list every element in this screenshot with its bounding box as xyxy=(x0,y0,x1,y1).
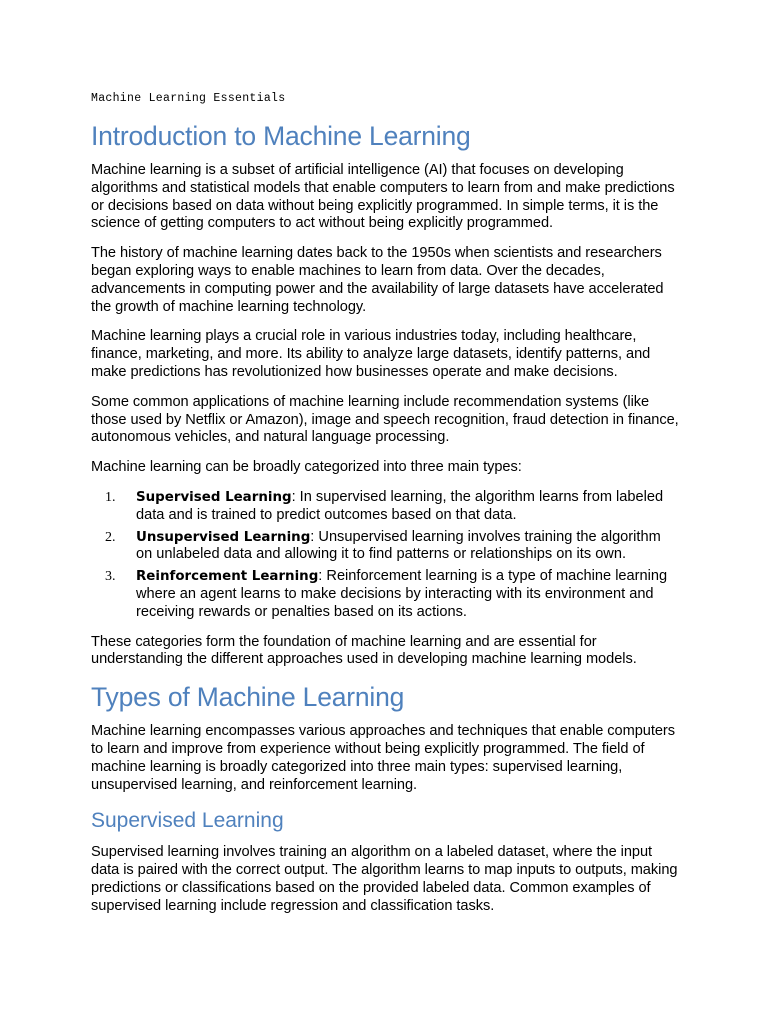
running-header: Machine Learning Essentials xyxy=(91,92,286,105)
list-text: : Reinforcement learning is a type of machine learning where an agent learns to make decisions by interacting with its environment and receiving rewards or penalties based on its actions. xyxy=(136,568,668,620)
paragraph: Supervised learning involves training an algorithm on a labeled dataset, where the input data is paired with the correct output. The algorithm learns to map inputs to outputs, making predictions or classifications based on the provided labeled data. Common examples of supervised learning include regression and classification tasks. xyxy=(91,844,678,914)
list-term: Reinforcement Learning xyxy=(136,569,319,585)
list-number: 3. xyxy=(105,569,116,585)
section-heading-supervised: Supervised Learning xyxy=(91,809,284,833)
list-number: 2. xyxy=(105,529,116,545)
list-number: 1. xyxy=(105,489,116,505)
list-text: : Unsupervised learning involves training the algorithm on unlabeled data and allowing it to find patterns or relationships on its own. xyxy=(136,528,661,563)
list-term: Supervised Learning xyxy=(136,489,292,505)
paragraph: Machine learning plays a crucial role in various industries today, including healthcare, finance, marketing, and more. Its ability to analyze large datasets, identify patterns, and make predictions has revolutionized how businesses operate and make decisions. xyxy=(91,328,651,380)
paragraph: Machine learning is a subset of artificial intelligence (AI) that focuses on developing algorithms and statistical models that enable computers to learn from and make predictions or decisions based on data without being explicitly programmed. In simple terms, it is the science of getting computers to act without being explicitly programmed. xyxy=(91,162,675,232)
paragraph: These categories form the foundation of machine learning and are essential for understanding the different approaches used in developing machine learning models. xyxy=(91,633,637,668)
list-item xyxy=(91,529,681,565)
paragraph: Machine learning can be broadly categorized into three main types: xyxy=(91,459,522,476)
paragraph: The history of machine learning dates back to the 1950s when scientists and researchers began exploring ways to enable machines to learn from data. Over the decades, advancements in computing power and the availability of large datasets have accelerated the growth of machine learning technology. xyxy=(91,245,664,315)
section-heading-introduction: Introduction to Machine Learning xyxy=(91,121,471,151)
list-text: : In supervised learning, the algorithm learns from labeled data and is trained to predict outcomes based on that data. xyxy=(136,488,664,523)
paragraph: Some common applications of machine learning include recommendation systems (like those used by Netflix or Amazon), image and speech recognition, fraud detection in finance, autonomous vehicles, and natural language processing. xyxy=(91,393,679,446)
paragraph: Machine learning encompasses various approaches and techniques that enable computers to learn and improve from experience without being explicitly programmed. The field of machine learning is broadly categorized into three main types: supervised learning, unsupervised learning, and reinforcement learning. xyxy=(91,723,675,793)
list-term: Unsupervised Learning xyxy=(136,529,311,545)
ml-types-list xyxy=(91,489,681,622)
section-heading-types: Types of Machine Learning xyxy=(91,682,405,713)
list-item xyxy=(91,489,681,525)
list-item xyxy=(91,568,681,621)
document-body xyxy=(91,114,681,928)
